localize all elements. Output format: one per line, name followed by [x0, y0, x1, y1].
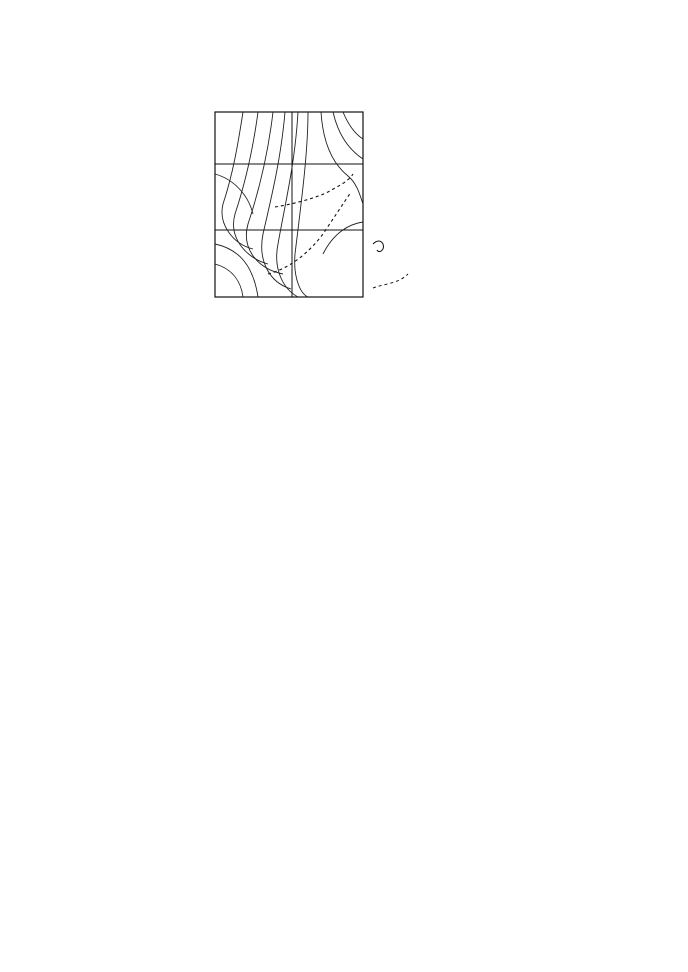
legend-isobar-symbol	[373, 241, 383, 252]
pressure-map-figure	[213, 104, 483, 303]
front-b-line	[275, 174, 353, 207]
legend-front-symbol	[373, 274, 408, 288]
q3-panels	[70, 328, 630, 477]
